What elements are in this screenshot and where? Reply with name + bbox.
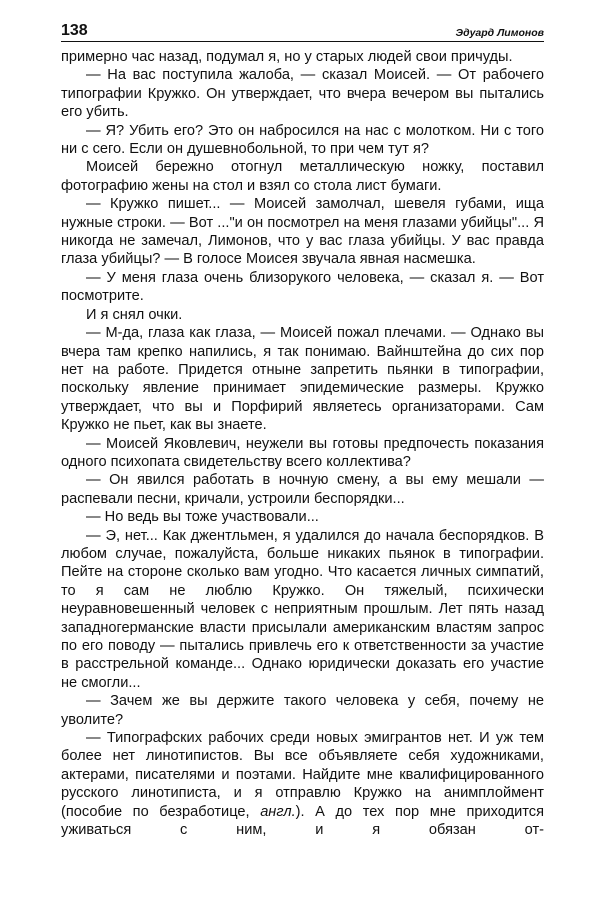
- paragraph: — Он явился работать в ночную смену, а вы ему мешали — распевали песни, кричали, устроили беспорядки...: [61, 472, 544, 507]
- paragraph: — М-да, глаза как глаза, — Моисей пожал плечами. — Однако вы вчера там крепко напились, я так понимаю. Вайнштейна до сих пор нет на работе. Придется отныне запретить пьянки в типографии, поскольку явление принимает эпидемические размеры. Кружко утверждает, что вы и Порфирий являетесь организаторами. Сам Кружко не пьет, как вы знаете.: [61, 325, 544, 434]
- paragraph: И я снял очки.: [86, 306, 183, 323]
- paragraph: — Зачем же вы держите такого человека у себя, почему не уволите?: [61, 693, 544, 728]
- paragraph-text-end: ). А до тех пор мне приходится уживаться с ним, и я обязан от-: [61, 803, 544, 839]
- paragraph: — На вас поступила жалоба, — сказал Моисей. — От рабочего типографии Кружко. Он утверждает, что вчера вечером вы пытались его убить.: [61, 67, 544, 121]
- paragraph-text: — Типографских рабочих среди новых эмигрантов нет. И уж тем более нет линотипистов. Вы все объявляете себя художниками, актерами, писателями и поэтами. Найдите мне квалифицированного русского линотиписта, и я отправлю Кружко на анимплоймент (пособие по безработице,: [61, 730, 544, 820]
- paragraph: — Я? Убить его? Это он набросился на нас с молотком. Ни с того ни с сего. Если он душевнобольной, то при чем тут я?: [61, 122, 544, 158]
- abbreviation-italic: англ.: [260, 803, 296, 820]
- page-header: [61, 20, 544, 42]
- page-body: [61, 48, 544, 839]
- paragraph: примерно час назад, подумал я, но у старых людей свои причуды.: [61, 49, 513, 65]
- paragraph: — Но ведь вы тоже участвовали...: [86, 509, 319, 526]
- paragraph: — Э, нет... Как джентльмен, я удалился до начала беспорядков. В любом случае, пожалуйста, больше никаких пьянок в типографии. Пейте на стороне сколько вам угодно. Что касается личных симпатий, то я сам не люблю Кружко. Он тяжелый, психически неуравновешенный человек с неприятным прошлым. Лет пять назад западногерманские власти присылали американским властям запрос по его поводу — пытались привлечь его к ответственности за участие в расстрельной команде... Однако юридически доказать его участие не смогли...: [61, 527, 544, 691]
- paragraph: — Моисей Яковлевич, неужели вы готовы предпочесть показания одного психопата свидетельству всего коллектива?: [61, 435, 544, 470]
- paragraph: — Кружко пишет... — Моисей замолчал, шевеля губами, ища нужные строки. — Вот ..."и он посмотрел на меня глазами убийцы"... Я никогда не замечал, Лимонов, что у вас глаза убийцы. У вас правда глаза убийцы? — В голосе Моисея звучала явная насмешка.: [61, 196, 544, 268]
- paragraph-last: [61, 729, 544, 839]
- paragraph: — У меня глаза очень близорукого человека, — сказал я. — Вот посмотрите.: [61, 269, 544, 305]
- book-page: [61, 20, 544, 839]
- paragraph: Моисей бережно отогнул металлическую ножку, поставил фотографию жены на стол и взял со стола лист бумаги.: [61, 159, 544, 194]
- page-number: 138: [61, 22, 88, 39]
- running-title: Эдуард Лимонов: [455, 27, 544, 39]
